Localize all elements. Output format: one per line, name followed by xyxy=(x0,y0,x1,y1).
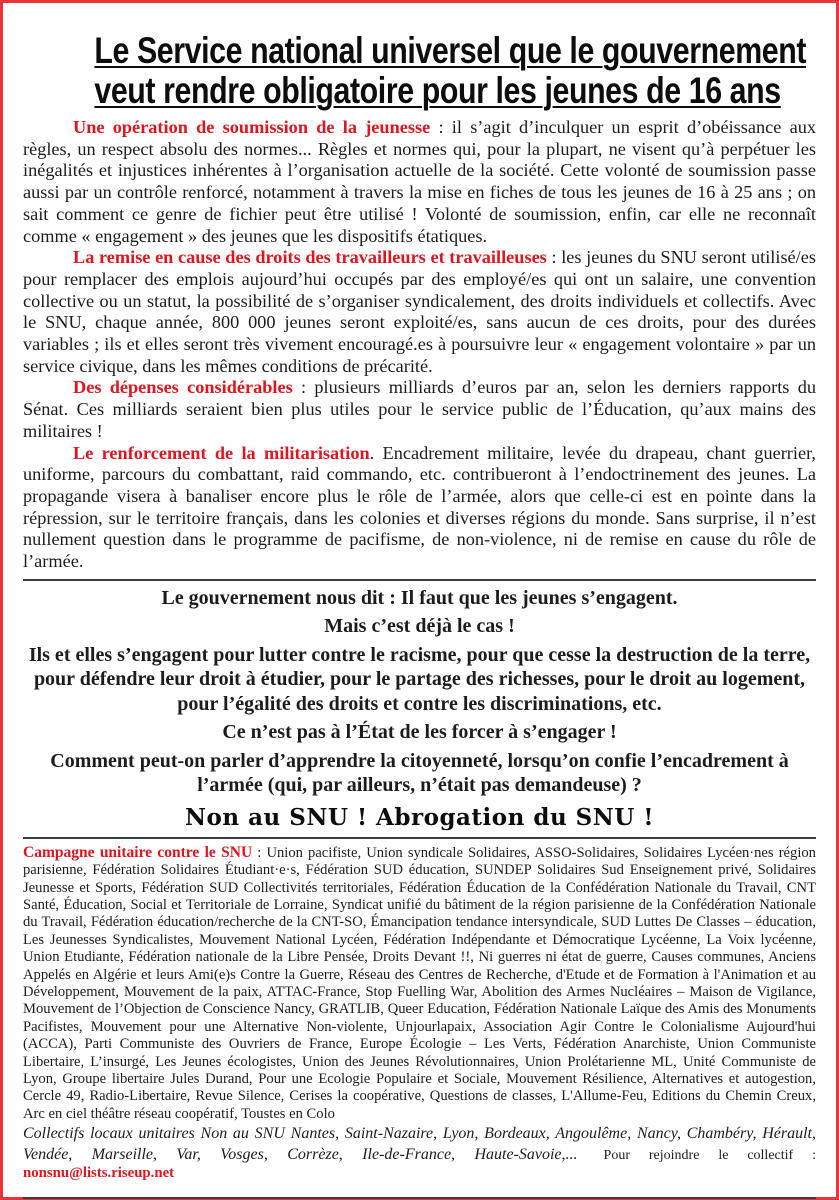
paragraph-militarisation-text: Encadrement militaire, levée du drapeau, chant guerrier, uniforme, parcours du combattant, raid commando, etc. contribueront à l’endoctrinement des jeunes. La propagande visera à banaliser encore plus le rôle de l’armée, alors que celle-ci est en pointe dans la répression, sur le territoire français, dans les colonies et diverses régions du monde. Sans surprise, il n’est nullement question dans le programme de pacifisme, de non-violence, ni de remise en cause du rôle de l’armée. xyxy=(23,442,816,572)
paragraph-droits-travailleurs-text: les jeunes du SNU seront utilisé/es pour remplacer des emplois aujourd’hui occupés par des employé/es qui ont un salaire, une convention collective ou un statut, la possibilité de s’organiser syndicalement, des droits individuels et collectifs. Avec le SNU, chaque année, 800 000 jeunes seront exploité/es, sans aucun de ces droits, pour des durées variables ; ils et elles seront très vivement encouragé.es à poursuivre leur « engagement volontaire » par un service civique, dans les mêmes conditions de précarité. xyxy=(23,247,816,376)
paragraph-militarisation-sep: . xyxy=(369,442,383,463)
paragraph-droits-travailleurs-sep: : xyxy=(546,247,562,268)
center-statement-4: Comment peut-on parler d’apprendre la citoyenneté, lorsqu’on confie l’encadrement à l’armée (qui, par ailleurs, n’était pas demandeuse) ? xyxy=(50,749,789,797)
paragraph-depenses-sep: : xyxy=(292,377,315,398)
paragraph-droits-travailleurs-lead: La remise en cause des droits des travailleurs et travailleuses xyxy=(73,247,547,268)
paragraph-militarisation-lead: Le renforcement de la militarisation xyxy=(73,442,370,463)
divider-bottom xyxy=(23,1197,816,1199)
divider-campaign xyxy=(23,837,816,839)
slogan-non-au-snu: Non au SNU ! Abrogation du SNU ! xyxy=(185,803,654,831)
paragraph-soumission-text: il s’agit d’inculquer un esprit d’obéissance aux règles, un respect absolu des normes... Règles et normes qui, pour la plupart, ne visent qu’à perpétuer les inégalités et injustices inhérentes à l’organisation actuelle de la société. Cette volonté de soumission passe aussi par un contrôle renforcé, notamment à travers la mise en fiches de tous les jeunes de 16 à 25 ans ; on sait comment ce genre de fichier peut être utilisé ! Volonté de soumission, enfin, car elle ne reconnaît comme « engagement » des jeunes que les dispositifs étatiques. xyxy=(23,117,816,246)
paragraph-soumission-sep: : xyxy=(430,117,452,137)
engagement-section xyxy=(23,586,816,831)
campaign-lead: Campagne unitaire contre le SNU xyxy=(23,843,253,861)
paragraph-depenses-text: plusieurs milliards d’euros par an, selon les derniers rapports du Sénat. Ces milliards seraient bien plus utiles pour le service public de l’Éducation, qu’aux mains des militaires ! xyxy=(23,377,816,441)
campaign-paragraph xyxy=(23,844,816,1183)
campaign-email-link[interactable]: nonsnu@lists.riseup.net xyxy=(23,1165,175,1182)
title-line-1: Le Service national universel que le gouvernement xyxy=(94,30,807,71)
center-paragraph: Ils et elles s’engagent pour lutter contre le racisme, pour que cesse la destruction de la terre, pour défendre leur droit à étudier, pour le partage des richesses, pour le droit au logement, pour l’égalité des droits et contre les discriminations, etc. xyxy=(28,643,811,715)
paragraph-militarisation xyxy=(23,443,816,573)
center-statement-2: Mais c’est déjà le cas ! xyxy=(324,615,515,638)
divider-top xyxy=(23,579,816,581)
campaign-join-label: Pour rejoindre le collectif : xyxy=(603,1148,816,1164)
campaign-sep: : xyxy=(252,844,267,861)
center-statement-1: Le gouvernement nous dit : Il faut que les jeunes s’engagent. xyxy=(161,586,678,609)
campaign-organizations: Union pacifiste, Union syndicale Solidaires, ASSO-Solidaires, Solidaires Lycéen·nes région parisienne, Fédération Solidaires Étudiant·e·s, Fédération SUD éducation, SUNDEP Solidaires Sud Enseignement privé, Solidaires Jeunesse et Sports, Fédération SUD Collectivités territoriales, Fédération Éducation de la Confédération Nationale du Travail, CNT Santé, Éducation, Social et Territoriale de Lorraine, Syndicat unifié du bâtiment de la région parisienne de la Confédération Nationale du Travail, Fédération éducation/recherche de la CNT-SO, Émancipation tendance intersyndicale, SUD Luttes De Classes – éducation, Les Jeunesses Syndicalistes, Mouvement National Lycéen, Fédération Indépendante et Démocratique Lycéenne, La Voix lycéenne, Union Etudiante, Fédération nationale de la Libre Pensée, Droits Devant !!, Ni guerres ni état de guerre, Causes communes, Anciens Appelés en Algérie et leurs Ami(e)s Contre la Guerre, Réseau des Centres de Recherche, d'Etude et de Formation à l'Animation et au Développement, Mouvement de la paix, ATTAC-France, Stop Fuelling War, Abolition des Armes Nucléaires – Maison de Vigilance, Mouvement de l’Objection de Conscience Nancy, GRATLIB, Queer Education, Fédération Nationale Laïque des Amis des Monuments Pacifistes, Mouvement pour une Alternative Non-violente, Unjourlapaix, Association Agir Contre le Colonialisme Aujourd'hui (ACCA), Parti Communiste des Ouvriers de France, Europe Écologie – Les Verts, Fédération Anarchiste, Union Communiste Libertaire, L’insurgé, Les Jeunes écologistes, Union des Jeunes Révolutionnaires, Union Prolétarienne ML, Unité Communiste de Lyon, Groupe libertaire Jules Durand, Pour une Ecologie Populaire et Sociale, Mouvement Résilience, Alternatives et autogestion, Cercle 49, Radio-Libertaire, Revue Silence, Cerises la coopérative, Questions de classes, L'Allume-Feu, Editions du Chemin Creux, Arc en ciel théâtre réseau coopératif, Toustes en Colo xyxy=(23,844,816,1122)
paragraph-depenses xyxy=(23,377,816,442)
campaign-collectifs-locaux: Collectifs locaux unitaires Non au SNU Nantes, Saint-Nazaire, Lyon, Bordeaux, Angoulême, Nancy, Chambéry, Hérault, Vendée, Marseille, Var, Vosges, Corrèze, Ile-de-France, Haute-Savoie,... xyxy=(23,1125,816,1164)
page-title xyxy=(23,31,816,111)
paragraph-droits-travailleurs xyxy=(23,247,816,377)
paragraph-soumission xyxy=(23,117,816,247)
paragraph-soumission-lead: Une opération de soumission de la jeunesse xyxy=(73,117,431,137)
center-statement-3: Ce n’est pas à l’État de les forcer à s’engager ! xyxy=(222,721,617,744)
paragraph-depenses-lead: Des dépenses considérables xyxy=(73,377,293,398)
title-line-2: veut rendre obligatoire pour les jeunes de 16 ans xyxy=(94,70,781,111)
